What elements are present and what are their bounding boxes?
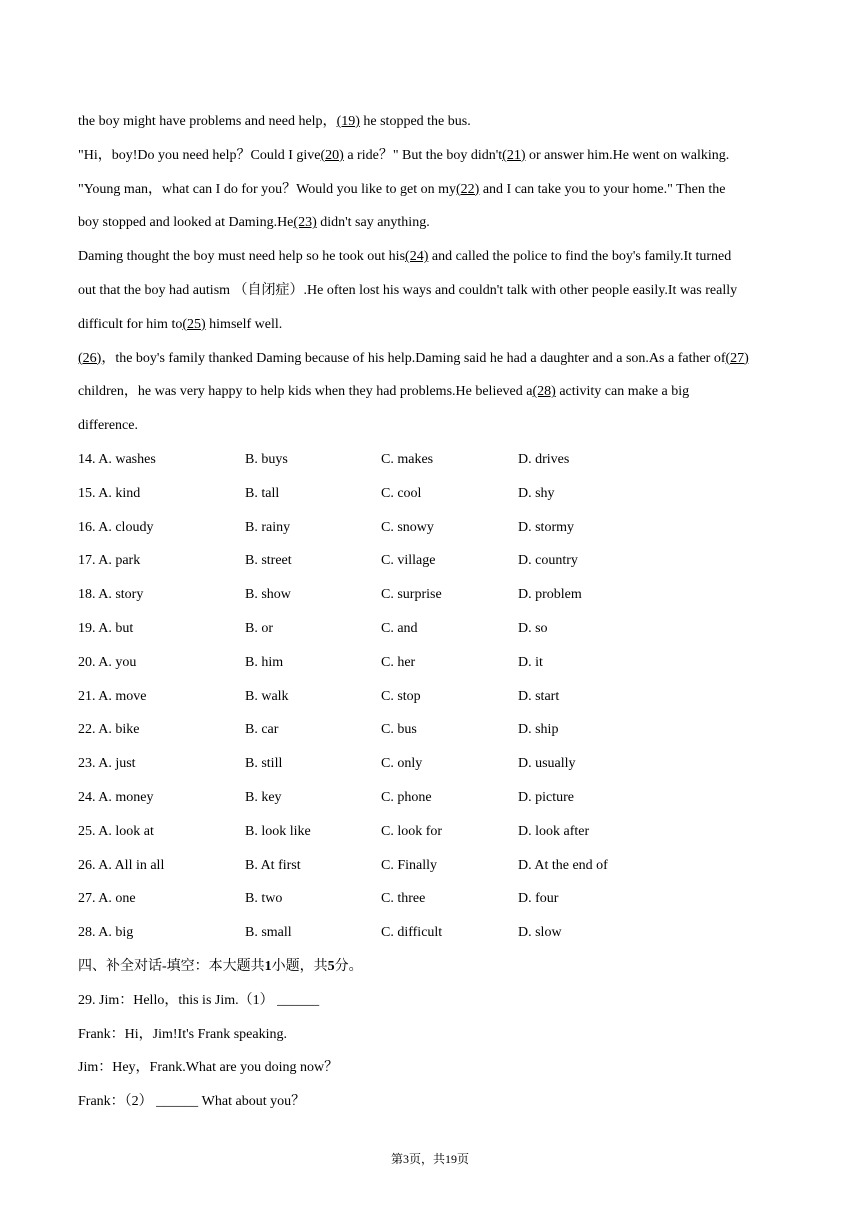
option-b: B. small xyxy=(245,925,292,941)
question-options xyxy=(78,781,798,815)
blank-28: (28) xyxy=(532,384,556,400)
question-options xyxy=(78,544,798,578)
option-a: 18. A. story xyxy=(78,587,144,603)
option-c: C. bus xyxy=(381,722,417,738)
option-d: D. picture xyxy=(518,789,574,805)
blank-25: (25) xyxy=(182,316,206,332)
option-a: 14. A. washes xyxy=(78,451,156,467)
option-b: B. car xyxy=(245,722,279,738)
passage-line: the boy might have problems and need help，(19) he stopped the bus. xyxy=(78,114,471,129)
option-b: B. walk xyxy=(245,688,289,704)
option-a: 27. A. one xyxy=(78,891,136,907)
question-options xyxy=(78,578,798,612)
page-footer: 第3页，共19页 xyxy=(390,1152,469,1166)
option-d: D. it xyxy=(518,654,543,670)
answer-blank: ______ xyxy=(156,1094,199,1110)
dialogue-line: 29. Jim：Hello，this is Jim.（1） ______ xyxy=(78,992,320,1008)
option-b: B. two xyxy=(245,891,283,907)
question-options xyxy=(78,747,798,781)
option-c: C. village xyxy=(381,553,436,569)
blank-20: (20) xyxy=(320,147,344,163)
section-heading: 四、补全对话-填空：本大题共1小题，共5分。 xyxy=(78,958,363,974)
question-options xyxy=(78,815,798,849)
option-c: C. look for xyxy=(381,823,443,839)
option-c: C. and xyxy=(381,620,418,636)
option-b: B. key xyxy=(245,789,282,805)
blank-24: (24) xyxy=(405,249,429,265)
option-d: D. look after xyxy=(518,823,590,839)
option-d: D. At the end of xyxy=(518,857,608,873)
option-b: B. buys xyxy=(245,451,288,467)
option-b: B. tall xyxy=(245,485,280,501)
passage-line: out that the boy had autism （自闭症）.He often lost his ways and couldn't talk with other people easily.It was really xyxy=(78,282,738,298)
option-c: C. surprise xyxy=(381,587,442,603)
option-a: 22. A. bike xyxy=(78,722,140,738)
option-c: C. makes xyxy=(381,451,434,467)
option-a: 21. A. move xyxy=(78,688,147,704)
option-b: B. still xyxy=(245,756,283,772)
passage-line: (26)，the boy's family thanked Daming because of his help.Daming said he had a daughter and a son.As a father of(27) xyxy=(78,350,749,366)
option-d: D. usually xyxy=(518,756,576,772)
option-c: C. cool xyxy=(381,485,422,501)
option-d: D. ship xyxy=(518,722,559,738)
option-c: C. stop xyxy=(381,688,421,704)
option-c: C. difficult xyxy=(381,925,443,941)
option-a: 23. A. just xyxy=(78,756,136,772)
option-d: D. four xyxy=(518,891,559,907)
option-d: D. slow xyxy=(518,925,562,941)
passage-line: "Hi，boy!Do you need help？Could I give(20) a ride？" But the boy didn't(21) or answer him.He went on walking. xyxy=(78,147,730,163)
answer-blank: ______ xyxy=(277,992,320,1008)
option-a: 24. A. money xyxy=(78,789,154,805)
option-a: 16. A. cloudy xyxy=(78,519,154,535)
option-c: C. snowy xyxy=(381,519,434,535)
question-options xyxy=(78,477,798,511)
option-d: D. country xyxy=(518,553,578,569)
option-b: B. show xyxy=(245,587,291,603)
passage-line: Daming thought the boy must need help so he took out his(24) and called the police to find the boy's family.It turned xyxy=(78,249,732,265)
option-c: C. only xyxy=(381,756,423,772)
blank-23: (23) xyxy=(293,215,317,231)
option-b: B. street xyxy=(245,553,292,569)
question-options xyxy=(78,713,798,747)
blank-21: (21) xyxy=(502,147,526,163)
option-a: 19. A. but xyxy=(78,620,134,636)
option-a: 17. A. park xyxy=(78,553,141,569)
option-c: C. her xyxy=(381,654,416,670)
option-b: B. At first xyxy=(245,857,301,873)
passage-line: difference. xyxy=(78,418,138,434)
option-a: 15. A. kind xyxy=(78,485,141,501)
question-options xyxy=(78,612,798,646)
blank-19: (19) xyxy=(336,114,360,129)
option-a: 25. A. look at xyxy=(78,823,154,839)
blank-27: (27) xyxy=(725,350,749,366)
dialogue-line: Frank：（2） ______ What about you？ xyxy=(78,1094,306,1110)
passage-line: children，he was very happy to help kids when they had problems.He believed a(28) activity can make a big xyxy=(78,384,690,400)
passage-line: difficult for him to(25) himself well. xyxy=(78,316,283,332)
option-b: B. look like xyxy=(245,823,311,839)
option-b: B. or xyxy=(245,620,273,636)
option-a: 28. A. big xyxy=(78,925,134,941)
question-options xyxy=(78,443,798,477)
option-a: 20. A. you xyxy=(78,654,137,670)
option-d: D. start xyxy=(518,688,560,704)
question-options xyxy=(78,646,798,680)
blank-26: (26) xyxy=(78,350,102,366)
dialogue-line: Jim：Hey，Frank.What are you doing now？ xyxy=(78,1060,339,1076)
option-c: C. Finally xyxy=(381,857,438,873)
option-d: D. shy xyxy=(518,485,555,501)
option-b: B. rainy xyxy=(245,519,291,535)
option-c: C. three xyxy=(381,891,426,907)
option-d: D. stormy xyxy=(518,519,574,535)
option-c: C. phone xyxy=(381,789,432,805)
question-options xyxy=(78,680,798,714)
page-content xyxy=(78,105,798,1119)
option-b: B. him xyxy=(245,654,284,670)
question-options xyxy=(78,916,798,950)
question-options xyxy=(78,511,798,545)
option-d: D. so xyxy=(518,620,548,636)
passage-line: "Young man，what can I do for you？Would you like to get on my(22) and I can take you to your home." Then the xyxy=(78,181,726,197)
dialogue-line: Frank：Hi，Jim!It's Frank speaking. xyxy=(78,1026,288,1042)
passage-line: boy stopped and looked at Daming.He(23) didn't say anything. xyxy=(78,215,430,231)
blank-22: (22) xyxy=(456,181,480,197)
question-options xyxy=(78,849,798,883)
question-options xyxy=(78,882,798,916)
option-d: D. problem xyxy=(518,587,582,603)
option-a: 26. A. All in all xyxy=(78,857,165,873)
option-d: D. drives xyxy=(518,451,570,467)
